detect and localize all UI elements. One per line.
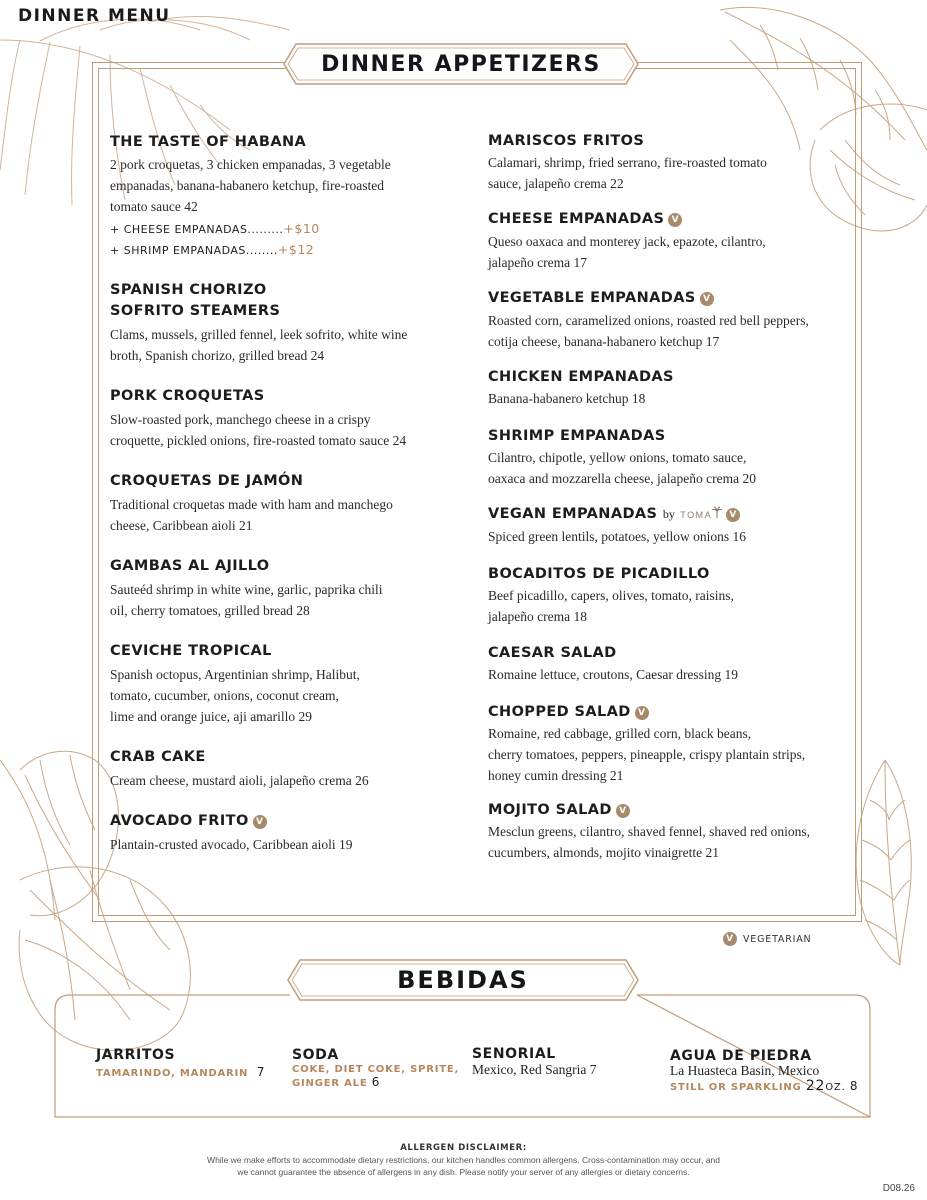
description-line: jalapeño crema 18 — [488, 609, 587, 624]
bebidas-banner — [286, 955, 640, 1005]
item-description — [488, 821, 810, 863]
item-description — [488, 231, 766, 273]
item-description — [110, 154, 391, 217]
drink-options — [670, 1080, 858, 1094]
description-line: cherry tomatoes, peppers, pineapple, crispy plantain strips, — [488, 747, 806, 762]
palm-tree-icon — [712, 506, 722, 518]
addon-cheese-empanadas — [110, 221, 320, 236]
item-title — [488, 290, 714, 306]
item-description — [110, 770, 369, 791]
item-title — [110, 813, 267, 829]
description-line: Calamari, shrimp, fried serrano, fire-roasted tomato — [488, 155, 767, 170]
drink-price: 8 — [849, 1079, 859, 1093]
vegetarian-badge-icon: V — [723, 932, 737, 946]
drink-size-unit: OZ. — [825, 1082, 846, 1093]
vegetarian-badge-icon: V — [253, 815, 267, 829]
item-description — [488, 526, 746, 547]
description-line: tomato, cucumber, onions, coconut cream, — [110, 688, 339, 703]
item-description — [110, 409, 406, 451]
description-line: croquette, pickled onions, fire-roasted tomato sauce 24 — [110, 433, 407, 448]
banana-leaf-icon — [856, 760, 911, 965]
description-line: Traditional croquetas made with ham and manchego — [110, 497, 393, 512]
description-line: Romaine lettuce, croutons, Caesar dressing 19 — [488, 667, 739, 682]
item-description — [488, 388, 645, 409]
drink-size: 22 — [805, 1078, 826, 1094]
description-line: Clams, mussels, grilled fennel, leek sofrito, white wine — [110, 327, 408, 342]
item-description — [488, 585, 734, 627]
item-title: SHRIMP EMPANADAS — [488, 428, 666, 444]
item-title: PORK CROQUETAS — [110, 388, 265, 404]
allergen-text — [150, 1155, 777, 1178]
description-line: oil, cherry tomatoes, grilled bread 28 — [110, 603, 310, 618]
description-line: tomato sauce 42 — [110, 199, 198, 214]
description-line: broth, Spanish chorizo, grilled bread 24 — [110, 348, 325, 363]
description-line: Queso oaxaca and monterey jack, epazote, cilantro, — [488, 234, 766, 249]
item-title: CRAB CAKE — [110, 749, 206, 765]
item-name: CHEESE EMPANADAS — [488, 211, 665, 227]
item-title-line-2: SOFRITO STEAMERS — [110, 303, 281, 319]
description-line: Slow-roasted pork, manchego cheese in a crispy — [110, 412, 371, 427]
description-line: Plantain-crusted avocado, Caribbean aioli 19 — [110, 837, 353, 852]
drink-price: 6 — [371, 1075, 381, 1089]
item-title: CROQUETAS DE JAMÓN — [110, 473, 304, 489]
description-line: Mesclun greens, cilantro, shaved fennel, shaved red onions, — [488, 824, 811, 839]
item-title: CHICKEN EMPANADAS — [488, 369, 674, 385]
description-line: Cream cheese, mustard aioli, jalapeño crema 26 — [110, 773, 369, 788]
item-name: AVOCADO FRITO — [110, 813, 249, 829]
description-line: sauce, jalapeño crema 22 — [488, 176, 624, 191]
addon-price: +$12 — [277, 242, 315, 257]
description-line: Beef picadillo, capers, olives, tomato, raisins, — [488, 588, 734, 603]
drink-title: AGUA DE PIEDRA — [670, 1048, 812, 1064]
description-line: honey cumin dressing 21 — [488, 768, 624, 783]
description-line: jalapeño crema 17 — [488, 255, 587, 270]
appetizers-heading: DINNER APPETIZERS — [321, 51, 601, 77]
item-title: CEVICHE TROPICAL — [110, 643, 272, 659]
vegetarian-badge-icon: V — [616, 804, 630, 818]
drink-title: JARRITOS — [96, 1047, 176, 1063]
item-title: THE TASTE OF HABANA — [110, 134, 307, 150]
drink-flavors — [292, 1063, 459, 1090]
description-line: empanadas, banana-habanero ketchup, fire-roasted — [110, 178, 384, 193]
description-line: 2 pork croquetas, 3 chicken empanadas, 3 vegetable — [110, 157, 391, 172]
drink-price: 7 — [256, 1065, 266, 1079]
drink-description: Mexico, Red Sangria 7 — [472, 1062, 597, 1077]
description-line: Spiced green lentils, potatoes, yellow onions 16 — [488, 529, 746, 544]
menu-title: DINNER MENU — [18, 6, 171, 26]
description-line: lime and orange juice, aji amarillo 29 — [110, 709, 313, 724]
addon-label: + SHRIMP EMPANADAS........ — [110, 244, 278, 257]
item-name: VEGETABLE EMPANADAS — [488, 290, 696, 306]
description-line: Banana-habanero ketchup 18 — [488, 391, 646, 406]
drink-title: SODA — [292, 1047, 339, 1063]
item-title: MARISCOS FRITOS — [488, 133, 645, 149]
item-description — [110, 664, 360, 727]
description-line: Sauteéd shrimp in white wine, garlic, paprika chili — [110, 582, 383, 597]
vegetarian-badge-icon: V — [635, 706, 649, 720]
item-title — [488, 506, 740, 522]
item-title — [488, 211, 682, 227]
description-line: Roasted corn, caramelized onions, roasted red bell peppers, — [488, 313, 809, 328]
description-line: cheese, Caribbean aioli 21 — [110, 518, 253, 533]
item-description — [488, 723, 805, 786]
description-line: Spanish octopus, Argentinian shrimp, Halibut, — [110, 667, 360, 682]
drink-flavor-list: COKE, DIET COKE, SPRITE, — [292, 1064, 460, 1075]
legend-label: VEGETARIAN — [743, 934, 812, 945]
item-description — [110, 579, 383, 621]
item-name: CHOPPED SALAD — [488, 704, 631, 720]
item-description — [488, 447, 756, 489]
vegetarian-badge-icon: V — [726, 508, 740, 522]
item-description — [488, 664, 738, 685]
bebidas-heading: BEBIDAS — [397, 966, 529, 994]
toma-brand-logo: TOMA — [680, 510, 713, 520]
allergen-line: While we make efforts to accommodate dietary restrictions, our kitchen handles common allergens. Cross-contamination may occur, and — [207, 1155, 720, 1165]
item-description — [488, 152, 767, 194]
drink-option-label: STILL OR SPARKLING — [670, 1082, 802, 1093]
item-title: GAMBAS AL AJILLO — [110, 558, 270, 574]
addon-price: +$10 — [283, 221, 320, 236]
item-title: CAESAR SALAD — [488, 645, 617, 661]
menu-code: D08.26 — [882, 1183, 915, 1194]
allergen-line: we cannot guarantee the absence of allergens in any dish. Please notify your server of any allergies or dietary concerns. — [237, 1166, 690, 1177]
description-line: Romaine, red cabbage, grilled corn, black beans, — [488, 726, 752, 741]
item-title: SPANISH CHORIZO — [110, 282, 267, 298]
addon-shrimp-empanadas — [110, 242, 314, 257]
allergen-title: ALLERGEN DISCLAIMER: — [400, 1143, 527, 1153]
item-description — [110, 834, 353, 855]
item-name: VEGAN EMPANADAS — [488, 506, 658, 522]
item-description — [110, 324, 407, 366]
vegetarian-badge-icon: V — [668, 213, 682, 227]
description-line: oaxaca and mozzarella cheese, jalapeño crema 20 — [488, 471, 756, 486]
vegetarian-badge-icon: V — [700, 292, 714, 306]
item-title: BOCADITOS DE PICADILLO — [488, 566, 710, 582]
item-description — [488, 310, 809, 352]
drink-title: SENORIAL — [472, 1046, 556, 1062]
description-line: cotija cheese, banana-habanero ketchup 17 — [488, 334, 720, 349]
drink-flavors — [96, 1066, 265, 1080]
drink-flavor-list: GINGER ALE — [292, 1078, 368, 1089]
appetizers-banner — [282, 38, 640, 90]
item-description — [110, 494, 393, 536]
description-line: cucumbers, almonds, mojito vinaigrette 21 — [488, 845, 719, 860]
item-name: MOJITO SALAD — [488, 802, 612, 818]
vegetarian-legend — [723, 932, 811, 946]
description-line: Cilantro, chipotle, yellow onions, tomato sauce, — [488, 450, 747, 465]
drink-description: La Huasteca Basin, Mexico — [670, 1063, 820, 1078]
addon-label: + CHEESE EMPANADAS......... — [110, 223, 284, 236]
drink-flavor-list: TAMARINDO, MANDARIN — [96, 1068, 249, 1079]
by-label: by — [662, 507, 675, 521]
item-title — [488, 704, 649, 720]
item-title — [488, 802, 630, 818]
